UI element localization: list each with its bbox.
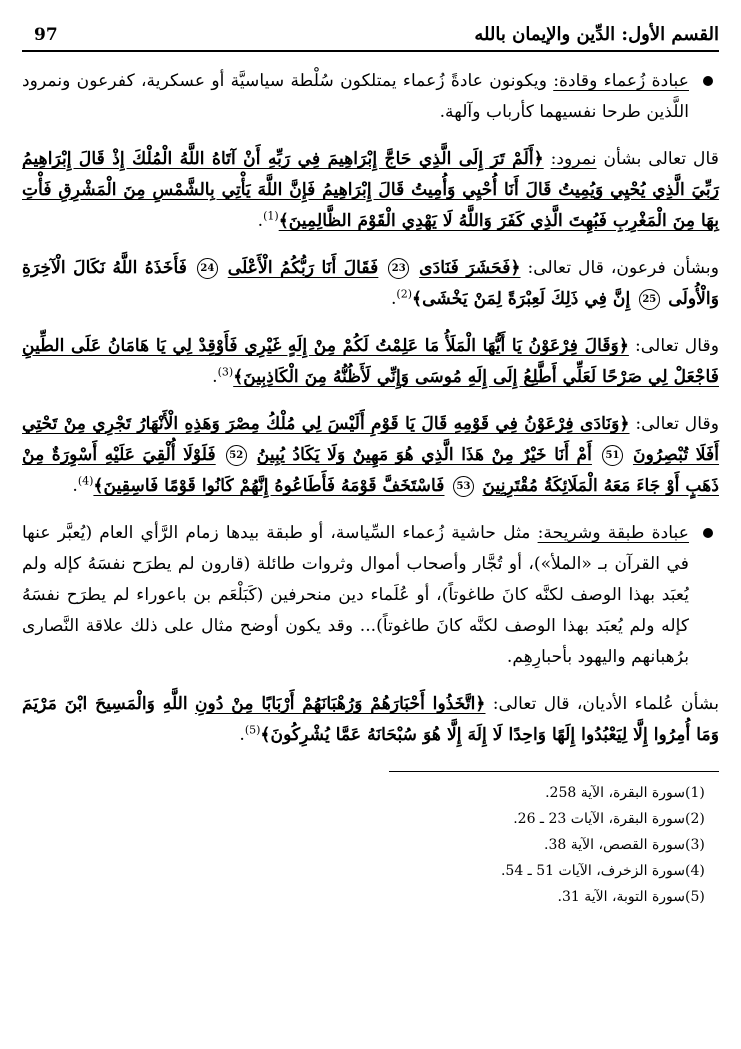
footnote-ref: (2) (396, 287, 412, 301)
ayah-number-marker: 52 (226, 445, 247, 466)
quran-quote: ﴿أَلَمْ تَرَ إِلَى الَّذِي حَاجَّ إِبْرَاهِيمَ فِي رَبِّهِ أَنْ آتَاهُ اللَّهُ الْمُلْكَ إِذْ قَالَ إِبْرَاهِيمُ رَبِّيَ الَّذِي يُحْيِي وَيُمِيتُ قَالَ أَنَا أُحْيِي وَأُمِيتُ قَالَ إِبْرَاهِيمُ فَإِنَّ اللَّهَ يَأْتِي بِالشَّمْسِ مِنَ الْمَشْرِقِ فَأْتِ بِهَا مِنَ الْمَغْرِبِ فَبُهِتَ الَّذِي كَفَرَ وَاللَّهُ لَا يَهْدِي الْقَوْمَ الظَّالِمِينَ﴾ (22, 149, 719, 231)
ayah-number-marker: 51 (602, 445, 623, 466)
footnote-ref: (3) (217, 365, 234, 379)
footnote-item (22, 884, 719, 910)
quran-quote-part: أَمْ أَنَا خَيْرٌ مِنْ هَذَا الَّذِي هُوَ مَهِينٌ وَلَا يَكَادُ يُبِينُ (256, 445, 592, 465)
quran-quote-part: اللَّهِ وَالْمَسِيحَ ابْنَ مَرْيَمَ وَمَا أُمِرُوا إِلَّا لِيَعْبُدُوا إِلَهًا وَاحِدًا لَا إِلَهَ إِلَّا هُوَ سُبْحَانَهُ عَمَّا يُشْرِكُونَ﴾ (22, 694, 719, 745)
paragraph-text: مثل حاشية زُعماء السِّياسة، أو طبقة بيدها زمام الرَّأي العام (يُعبَّر عنها في القرآن بـ «الملأ»)، أو تُجَّار وأصحاب أموال وثروات طائلة (قارون لم يطرَح نفسَهُ كإله ولم يُعبَد بهذا الوصف لكنَّه كانَ طاغوتاً)، أو عُلَماء دين منحرفين (كَبَلْعَم بن باعوراء لم يطرَح نفسَهُ كإله ولم يُعبَد بهذا الوصف لكنَّه كانَ طاغوتاً)... وقد يكون أوضح مثال على ذلك علاقة النَّصارى برُهبانهم واليهود بأحبارِهِم. (22, 523, 689, 667)
section-heading: عبادة طبقة وشريحة: (537, 523, 689, 543)
paragraph-text: ويكونون عادةً زُعماء يمتلكون سُلْطة سياسيَّة أو عسكرية، كفرعون ونمرود اللَّذين طرحا نفسيهما كأرباب وآلهة. (22, 71, 689, 122)
footnotes (22, 780, 719, 910)
paragraph-nimrod: قال تعالى بشأن نمرود: ﴿أَلَمْ تَرَ إِلَى الَّذِي حَاجَّ إِبْرَاهِيمَ فِي رَبِّهِ أَنْ آتَاهُ اللَّهُ الْمُلْكَ إِذْ قَالَ إِبْرَاهِيمُ رَبِّيَ الَّذِي يُحْيِي وَيُمِيتُ قَالَ أَنَا أُحْيِي وَأُمِيتُ قَالَ إِبْرَاهِيمُ فَإِنَّ اللَّهَ يَأْتِي بِالشَّمْسِ مِنَ الْمَشْرِقِ فَأْتِ بِهَا مِنَ الْمَغْرِبِ فَبُهِتَ الَّذِي كَفَرَ وَاللَّهُ لَا يَهْدِي الْقَوْمَ الظَّالِمِينَ﴾$^{(1)}$. (22, 149, 719, 231)
running-title: القسم الأول: الدِّين والإيمان بالله (474, 24, 719, 45)
footnote-item (22, 858, 719, 884)
quran-quote-part: ﴿وَنَادَى فِرْعَوْنُ فِي قَوْمِهِ قَالَ يَا قَوْمِ أَلَيْسَ لِي مُلْكُ مِصْرَ وَهَذِهِ الْأَنْهَارُ تَجْرِي مِنْ تَحْتِي أَفَلَا تُبْصِرُونَ (22, 414, 720, 465)
quran-quote-part: فَاسْتَخَفَّ قَوْمَهُ فَأَطَاعُوهُ إِنَّهُمْ كَانُوا قَوْمًا فَاسِقِينَ﴾ (93, 476, 445, 496)
ayah-number-marker: 23 (388, 258, 409, 279)
footnote-number: (2) (685, 811, 705, 827)
page-body (22, 52, 719, 910)
intro-text: وقال تعالى: (635, 414, 719, 434)
footnote-text: سورة الزخرف، الآيات 51 ـ 54. (500, 863, 685, 879)
quran-quote-part: ﴿اتَّخَذُوا أَحْبَارَهُمْ وَرُهْبَانَهُمْ أَرْبَابًا مِنْ دُونِ (194, 694, 486, 714)
person-name: نمرود: (550, 149, 597, 169)
section-heading: عبادة زُعماء وقادة: (553, 71, 689, 91)
footnote-text: سورة البقرة، الآية 258. (545, 785, 685, 801)
ayah-number-marker: 53 (453, 476, 474, 497)
footnote-divider (389, 771, 719, 772)
paragraph-pharaoh-3: وقال تعالى: ﴿وَنَادَى فِرْعَوْنُ فِي قَوْمِهِ قَالَ يَا قَوْمِ أَلَيْسَ لِي مُلْكُ مِصْرَ وَهَذِهِ الْأَنْهَارُ تَجْرِي مِنْ تَحْتِي أَفَلَا تُبْصِرُونَ 51 أَمْ أَنَا خَيْرٌ مِنْ هَذَا الَّذِي هُوَ مَهِينٌ وَلَا يَكَادُ يُبِينُ 52 فَلَوْلَا أُلْقِيَ عَلَيْهِ أَسْوِرَةٌ مِنْ ذَهَبٍ أَوْ جَاءَ مَعَهُ الْمَلَائِكَةُ مُقْتَرِنِينَ 53 فَاسْتَخَفَّ قَوْمَهُ فَأَطَاعُوهُ إِنَّهُمْ كَانُوا قَوْمًا فَاسِقِينَ﴾$^{(4)}$. (22, 414, 720, 496)
footnote-item (22, 806, 719, 832)
paragraph-religious-scholars: بشأن عُلماء الأديان، قال تعالى: ﴿اتَّخَذُوا أَحْبَارَهُمْ وَرُهْبَانَهُمْ أَرْبَابًا مِنْ دُونِ اللَّهِ وَالْمَسِيحَ ابْنَ مَرْيَمَ وَمَا أُمِرُوا إِلَّا لِيَعْبُدُوا إِلَهًا وَاحِدًا لَا إِلَهَ إِلَّا هُوَ سُبْحَانَهُ عَمَّا يُشْرِكُونَ﴾$^{(5)}$. (22, 694, 719, 745)
quran-quote-part: فَقَالَ أَنَا رَبُّكُمُ الْأَعْلَى (227, 258, 379, 278)
intro-text: وقال تعالى: (635, 336, 720, 356)
footnote-number: (5) (685, 889, 705, 905)
bullet-icon (703, 76, 713, 86)
quran-quote-part: ﴿فَحَشَرَ فَنَادَى (419, 258, 521, 278)
bullet-icon (703, 528, 713, 538)
ayah-number-marker: 25 (639, 289, 660, 310)
intro-text: وبشأن فرعون، قال تعالى: (527, 258, 720, 278)
footnote-ref: (4) (77, 474, 94, 488)
paragraph-pharaoh-1: وبشأن فرعون، قال تعالى: ﴿فَحَشَرَ فَنَادَى 23 فَقَالَ أَنَا رَبُّكُمُ الْأَعْلَى 24 فَأَخَذَهُ اللَّهُ نَكَالَ الْآخِرَةِ وَالْأُولَى 25 إِنَّ فِي ذَلِكَ لَعِبْرَةً لِمَنْ يَخْشَى﴾$^{(2)}$. (22, 258, 720, 309)
footnote-text: سورة التوبة، الآية 31. (557, 889, 685, 905)
footnote-item (22, 832, 719, 858)
footnote-number: (1) (685, 785, 705, 801)
footnote-number: (3) (685, 837, 705, 853)
footnote-text: سورة البقرة، الآيات 23 ـ 26. (513, 811, 685, 827)
footnote-number: (4) (685, 863, 705, 879)
quran-quote: ﴿وَقَالَ فِرْعَوْنُ يَا أَيُّهَا الْمَلَأُ مَا عَلِمْتُ لَكُمْ مِنْ إِلَهٍ غَيْرِي فَأَوْقِدْ لِي يَا هَامَانُ عَلَى الطِّينِ فَاجْعَلْ لِي صَرْحًا لَعَلِّي أَطَّلِعُ إِلَى إِلَهِ مُوسَى وَإِنِّي لَأَظُنُّهُ مِنَ الْكَاذِبِينَ﴾ (22, 336, 719, 387)
footnote-ref: (1) (263, 209, 279, 223)
quran-quote-part: فَلَوْلَا أُلْقِيَ عَلَيْهِ أَسْوِرَةٌ مِنْ ذَهَبٍ أَوْ جَاءَ مَعَهُ الْمَلَائِكَةُ مُقْتَرِنِينَ (22, 445, 719, 496)
ayah-number-marker: 24 (197, 258, 218, 279)
intro-text: بشأن عُلماء الأديان، قال تعالى: (492, 694, 719, 714)
page-header (22, 22, 719, 52)
footnote-text: سورة القصص، الآية 38. (543, 837, 685, 853)
footnote-ref: (5) (244, 723, 261, 737)
quran-quote-part: فَأَخَذَهُ اللَّهُ نَكَالَ الْآخِرَةِ وَالْأُولَى (22, 258, 719, 309)
paragraph-pharaoh-2: وقال تعالى: ﴿وَقَالَ فِرْعَوْنُ يَا أَيُّهَا الْمَلَأُ مَا عَلِمْتُ لَكُمْ مِنْ إِلَهٍ غَيْرِي فَأَوْقِدْ لِي يَا هَامَانُ عَلَى الطِّينِ فَاجْعَلْ لِي صَرْحًا لَعَلِّي أَطَّلِعُ إِلَى إِلَهِ مُوسَى وَإِنِّي لَأَظُنُّهُ مِنَ الْكَاذِبِينَ﴾$^{(3)}$. (22, 336, 720, 387)
intro-text: قال تعالى بشأن (603, 149, 719, 169)
footnote-item (22, 780, 719, 806)
page-number: 97 (34, 25, 58, 45)
quran-quote-part: إِنَّ فِي ذَلِكَ لَعِبْرَةً لِمَنْ يَخْشَى﴾ (412, 289, 631, 309)
book-page (22, 22, 719, 1032)
paragraph-leaders-worship (22, 66, 719, 128)
paragraph-class-worship (22, 518, 719, 673)
